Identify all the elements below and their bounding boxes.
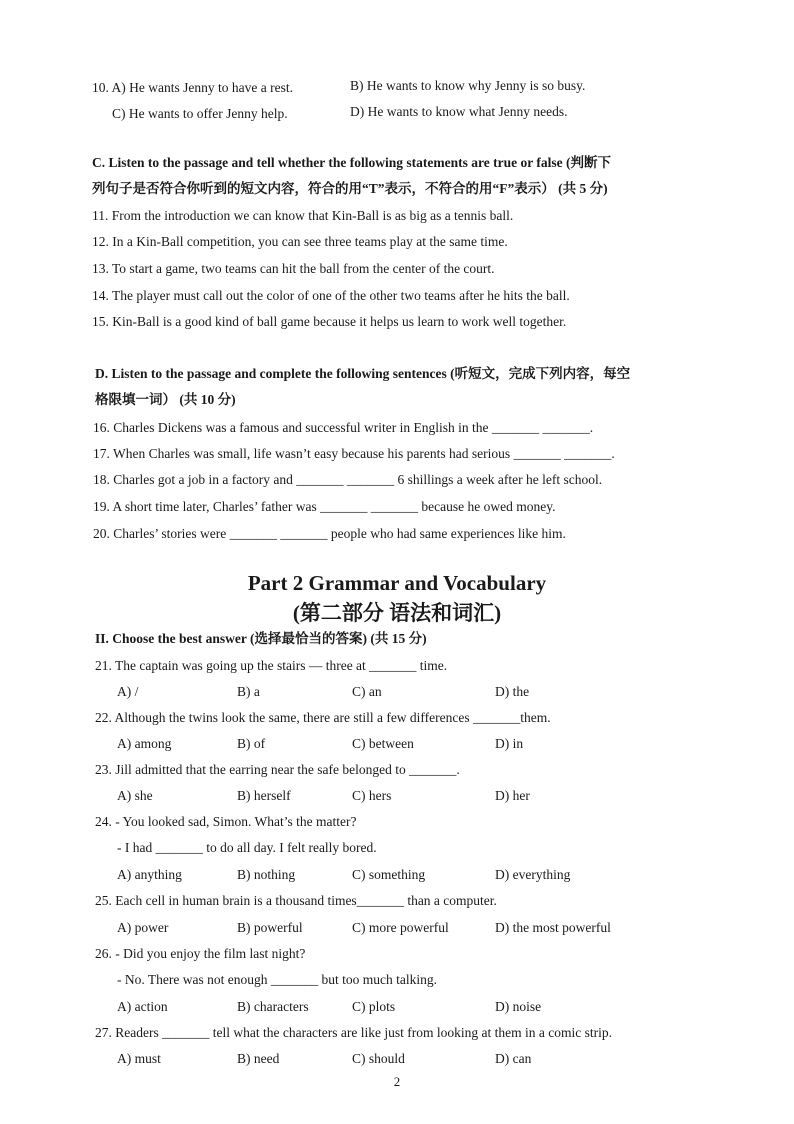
blank-item-19: 19. A short time later, Charles’ father was _______ _______ because he owed money.	[93, 499, 556, 514]
blank-item-20: 20. Charles’ stories were _______ _______ people who had same experiences like him.	[93, 526, 566, 541]
q10-option-c: C) He wants to offer Jenny help.	[112, 106, 288, 121]
option-b: B) need	[237, 1051, 280, 1066]
option-c: C) plots	[352, 999, 396, 1014]
page-number: 2	[393, 1074, 401, 1089]
option-a: A) anything	[117, 867, 182, 882]
option-b: B) a	[237, 684, 260, 699]
question-23: 23. Jill admitted that the earring near the safe belonged to _______.	[95, 762, 460, 777]
question-21: 21. The captain was going up the stairs — three at _______ time.	[95, 658, 448, 673]
statement-12: 12. In a Kin-Ball competition, you can see three teams play at the same time.	[92, 234, 508, 249]
option-c: C) between	[352, 736, 414, 751]
option-a: A) among	[117, 736, 172, 751]
option-a: A) /	[117, 684, 139, 699]
option-b: B) powerful	[237, 920, 303, 935]
section-c-heading: C. Listen to the passage and tell whether the following statements are true or false (判断下	[92, 155, 611, 170]
q10-option-b: B) He wants to know why Jenny is so busy.	[350, 78, 586, 93]
option-d: D) can	[495, 1051, 532, 1066]
part2-title: Part 2 Grammar and Vocabulary	[247, 571, 547, 595]
option-c: C) something	[352, 867, 426, 882]
question-22: 22. Although the twins look the same, there are still a few differences _______them.	[95, 710, 551, 725]
question-24-reply: - I had _______ to do all day. I felt really bored.	[117, 840, 377, 855]
option-c: C) an	[352, 684, 382, 699]
question-25: 25. Each cell in human brain is a thousand times_______ than a computer.	[95, 893, 497, 908]
blank-item-16: 16. Charles Dickens was a famous and successful writer in English in the _______ _______.	[93, 420, 594, 435]
section-ii-heading: II. Choose the best answer (选择最恰当的答案) (共 15 分)	[95, 631, 427, 646]
question-26-reply: - No. There was not enough _______ but too much talking.	[117, 972, 437, 987]
blank-item-17: 17. When Charles was small, life wasn’t easy because his parents had serious _______ _______.	[93, 446, 615, 461]
section-c-heading-cont: 列句子是否符合你听到的短文内容，符合的用“T”表示，不符合的用“F”表示） (共 5 分)	[92, 181, 608, 196]
option-d: D) the most powerful	[495, 920, 611, 935]
option-c: C) hers	[352, 788, 392, 803]
option-a: A) power	[117, 920, 169, 935]
section-d-heading: D. Listen to the passage and complete the following sentences (听短文，完成下列内容，每空	[95, 366, 631, 381]
option-d: D) noise	[495, 999, 542, 1014]
option-d: D) in	[495, 736, 524, 751]
statement-14: 14. The player must call out the color of one of the other two teams after he hits the ball.	[92, 288, 570, 303]
option-b: B) herself	[237, 788, 291, 803]
option-b: B) nothing	[237, 867, 296, 882]
option-b: B) characters	[237, 999, 309, 1014]
q10-option-d: D) He wants to know what Jenny needs.	[350, 104, 568, 119]
option-a: A) action	[117, 999, 168, 1014]
option-d: D) her	[495, 788, 530, 803]
option-c: C) more powerful	[352, 920, 449, 935]
question-26: 26. - Did you enjoy the film last night?	[95, 946, 306, 961]
option-d: D) everything	[495, 867, 571, 882]
option-a: A) she	[117, 788, 153, 803]
section-d-heading-cont: 格限填一词） (共 10 分)	[95, 392, 236, 407]
statement-13: 13. To start a game, two teams can hit the ball from the center of the court.	[92, 261, 495, 276]
question-24: 24. - You looked sad, Simon. What’s the matter?	[95, 814, 357, 829]
option-a: A) must	[117, 1051, 161, 1066]
option-d: D) the	[495, 684, 530, 699]
part2-subtitle: (第二部分 语法和词汇)	[292, 601, 502, 625]
question-27: 27. Readers _______ tell what the characters are like just from looking at them in a comic strip.	[95, 1025, 612, 1040]
blank-item-18: 18. Charles got a job in a factory and _______ _______ 6 shillings a week after he left school.	[93, 472, 603, 487]
option-c: C) should	[352, 1051, 405, 1066]
statement-11: 11. From the introduction we can know that Kin-Ball is as big as a tennis ball.	[92, 208, 514, 223]
statement-15: 15. Kin-Ball is a good kind of ball game because it helps us learn to work well together.	[92, 314, 567, 329]
q10-option-a: 10. A) He wants Jenny to have a rest.	[92, 80, 293, 95]
option-b: B) of	[237, 736, 266, 751]
